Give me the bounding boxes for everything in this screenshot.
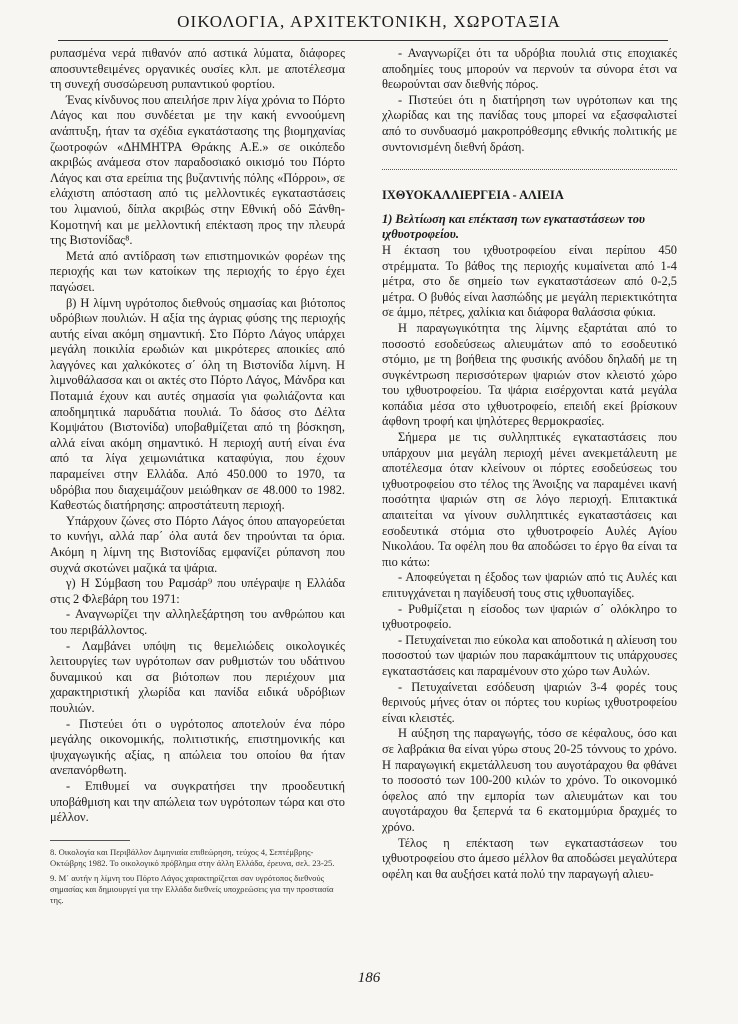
paragraph: Μετά από αντίδραση των επιστημονικών φορέων της περιοχής και των κατοίκων της περιοχής το έργο έχει παγώσει. bbox=[50, 248, 345, 294]
paragraph: γ) Η Σύμβαση του Ραμσάρ⁹ που υπέγραψε η Ελλάδα στις 2 Φλεβάρη του 1971: bbox=[50, 576, 345, 606]
subheading: 1) Βελτίωση και επέκταση των εγκαταστάσεων του ιχθυοτροφείου. bbox=[382, 211, 645, 242]
section-heading: ΙΧΘΥΟΚΑΛΛΙΕΡΓΕΙΑ - ΑΛΙΕΙΑ bbox=[382, 188, 564, 203]
list-item: - Αναγνωρίζει την αλληλεξάρτηση του ανθρώπου και του περιβάλλοντος. bbox=[50, 607, 345, 637]
page-number: 186 bbox=[357, 970, 381, 986]
paragraph: Η παραγωγικότητα της λίμνης εξαρτάται από το ποσοστό εσοδεύσεως αλιευμάτων από το εσοδευτικό στόμιο, με τη βοήθεια της φυσικής ανόδου δηλαδή με τη συγκέντρωση περισσότερων ψαριών στον κλειστό χώρο του ιχθυοτροφείου. Τα ψάρια εισέρχονται κατά μεγάλα κοπάδια μέσα στο ιχθυοτροφείο, επειδή εκεί βρίσκουν άφθονη τροφή και ψηλότερες θερμοκρασίες. bbox=[382, 320, 677, 429]
paragraph: Σήμερα με τις συλληπτικές εγκαταστάσεις που υπάρχουν μια μεγάλη περιοχή μένει ανεκμετάλευτη με αποτέλεσμα όταν κλείνουν οι πόρτες εσοδεύσεως του ιχθυοτροφείου στο τέλος της Άνοιξης να παραμένει ικανή ποσότητα ψαριών στη σε λόγο περιοχή. Επιτακτικά απαιτείται να γίνουν συλληπτικές εγκαταστάσεις και εσοδευτικά στόμια στο ιχθυοτροφείο Αυλές Αγίου Νικολάου. Τα οφέλη που θα αποδώσει το έργο θα είναι τα πιο κάτω: bbox=[382, 430, 677, 569]
running-header: ΟΙΚΟΛΟΓΙΑ, ΑΡΧΙΤΕΚΤΟΝΙΚΗ, ΧΩΡΟΤΑΞΙΑ bbox=[177, 12, 561, 31]
dotted-separator bbox=[382, 169, 677, 170]
paragraph: ρυπασμένα νερά πιθανόν από αστικά λύματα, διάφορες αποσυντεθειμένες οργανικές ουσίες κλπ. με αποτέλεσμα τη συνεχή συσσώρευση ρυπαντικού φορτίου. bbox=[50, 46, 345, 92]
left-column bbox=[50, 46, 345, 910]
list-item: - Ρυθμίζεται η είσοδος των ψαριών σ΄ ολόκληρο το ιχθυοτροφείο. bbox=[382, 601, 677, 632]
list-item: - Αναγνωρίζει ότι τα υδρόβια πουλιά στις εποχιακές αποδημίες τους μπορούν να περνούν τα σύνορα έτσι να θεωρούνται σαν διεθνής πόρος. bbox=[382, 46, 677, 92]
footnote: 8. Οικολογία και Περιβάλλον Διμηνιαία επιθεώρηση, τεύχος 4, Σεπτέμβρης-Οκτώβρης 1982. Το οικολογικό πρόβλημα στην άλλη Ελλάδα, έρευνα, σελ. 23-25. bbox=[50, 846, 335, 868]
paragraph: Η έκταση του ιχθυοτροφείου είναι περίπου 450 στρέμματα. Το βάθος της περιοχής κυμαίνεται από 1-4 μέτρα, στο δε σημείο των εγκαταστάσεων από 0-2,5 μέτρα. Ο βυθός είναι λασπώδης με μεγάλη περιεκτικότητα σε άμμο, πέτρες, χαλίκια και διάφορα θαλάσσια φύκια. bbox=[382, 242, 677, 320]
list-item: - Πετυχαίνεται πιο εύκολα και αποδοτικά η αλίευση του ποσοστού των ψαριών που παρακάμπτουν τις υπάρχουσες εγκαταστάσεις και παραμένουν στο χώρο των Αυλών. bbox=[382, 632, 677, 678]
footnote-rule bbox=[50, 840, 130, 841]
list-item: - Πετυχαίνεται εσόδευση ψαριών 3-4 φορές τους θερινούς μήνες όταν οι πόρτες του κυρίως ιχθυοτροφείου είναι κλειστές. bbox=[382, 679, 677, 725]
list-item: - Επιθυμεί να συγκρατήσει την προοδευτική υποβάθμιση και την απώλεια των υγρότοπων τώρα και στο μέλλον. bbox=[50, 778, 345, 825]
header-rule bbox=[58, 40, 668, 41]
list-item: - Πιστεύει ότι ο υγρότοπος αποτελούν ένα πόρο μεγάλης οικονομικής, πολιτιστικής, επιστημονικής και ψυχαγωγικής αξίας, η απώλεια του οποίου θα ήταν ανεπανόρθωτη. bbox=[50, 716, 345, 778]
right-column bbox=[382, 46, 677, 882]
footnote: 9. Μ΄ αυτήν η λίμνη του Πόρτο Λάγος χαρακτηρίζεται σαν υγρότοπος διεθνούς σημασίας και δημιουργεί για την Ελλάδα διεθνείς υποχρεώσεις για την προστασία της. bbox=[50, 872, 334, 905]
paragraph: β) Η λίμνη υγρότοπος διεθνούς σημασίας και βιότοπος υδρόβιων πουλιών. Η αξία της άγριας φύσης της περιοχής αυτής είναι ακόμη σημαντική. Στο Πόρτο Λάγος υπάρχει μεγάλη ποικιλία ερωδιών και μικρότερες αποικίες από λαγγόνες και χαλκόκοτες σ΄ όλη τη Βιστονίδα λίμνη. Η λιμνοθάλασσα και οι ακτές στο Πόρτο Λάγος, Μάνδρα και Ποταμιά έχουν και αυτές σημασία για φωλιάζοντα και αποδημητικά παρυδάτια πουλιά. Το δάσος στο Δέλτα Κομψάτου (Βιστονίδα) υποβαθμίζεται από τη βόσκηση, αλλά είναι ακόμη σημαντικό. Η περιοχή αυτή είναι ένα από τα λίγα χειμωνιάτικα καταφύγια, που έχουν παραμείνει στην Ελλάδα. Από 450.000 το 1970, τα υδρόβια που διαχειμάζουν μειώθηκαν σε 48.000 το 1982. Καθεστώς διατήρησης: απροστάτευτη περιοχή. bbox=[50, 295, 345, 513]
paragraph: Τέλος η επέκταση των εγκαταστάσεων του ιχθυοτροφείου στο άμεσο μέλλον θα αποδώσει μεγαλύτερα οφέλη και θα αυξήσει κατά πολύ την παραγωγή αλιευ- bbox=[382, 835, 677, 881]
paragraph: Υπάρχουν ζώνες στο Πόρτο Λάγος όπου απαγορεύεται το κυνήγι, αλλά παρ΄ όλα αυτά δεν τηρούνται τα όρια. Ακόμη η λίμνη της Βιστονίδας εμφανίζει ρύπανση που συχνά σκοτώνει μαζικά τα ψάρια. bbox=[50, 513, 345, 575]
list-item: - Λαμβάνει υπόψη τις θεμελιώδεις οικολογικές λειτουργίες των υγρότοπων σαν ρυθμιστών του υδάτινου δυναμικού και σα βιότοπων που περιέχουν μια χαρακτηριστική χλωρίδα και πανίδα ειδικά υδρόβιων πουλιών. bbox=[50, 638, 345, 715]
paragraph: Η αύξηση της παραγωγής, τόσο σε κέφαλους, όσο και σε λαβράκια θα είναι γύρω στους 20-25 τόννους το χρόνο. Η παραγωγική εκμετάλλευση του αυγοτάραχου θα φθάνει το ποσοστό των 100-200 κιλών το χρόνο. Το οικονομικό όφελος από την εμπορία των αλιευμάτων και του αυγοτάραχου θα ξεπερνά τα 6 εκατομμύρια δραχμές το χρόνο. bbox=[382, 726, 677, 834]
paragraph: Ένας κίνδυνος που απειλήσε πριν λίγα χρόνια το Πόρτο Λάγος και που συνδέεται με την κακή εννοούμενη ανάπτυξη, ήταν τα σχέδια εγκατάστασης της βιομηχανίας ζωοτροφών «ΔΗΜΗΤΡΑ Θράκης Α.Ε.» σε οικόπεδο ακριβώς ανάμεσα στον παραδοσιακό οικισμό του Πόρτο Λάγος και στα ερείπια της βυζαντινής πόλης «Πόρροι», σε ελάχιστη απόσταση από τις μελλοντικές εγκαταστάσεις του λιμανιού, δίπλα ακριβώς στην Εθνική οδό Ξάνθη-Κομοτηνή και με μελλοντική επέκταση προς την πλευρά της Βιστονίδας⁸. bbox=[50, 92, 345, 248]
list-item: - Αποφεύγεται η έξοδος των ψαριών από τις Αυλές και επιτυγχάνεται η παγίδευσή τους στις ιχθυοπαγίδες. bbox=[382, 570, 677, 600]
list-item: - Πιστεύει ότι η διατήρηση των υγρότοπων και της χλωρίδας και της πανίδας τους μπορεί να εξασφαλιστεί από το συνδυασμό μακροπρόθεσμης εθνικής πολιτικής με συντονισμένη διεθνή δράση. bbox=[382, 92, 677, 154]
